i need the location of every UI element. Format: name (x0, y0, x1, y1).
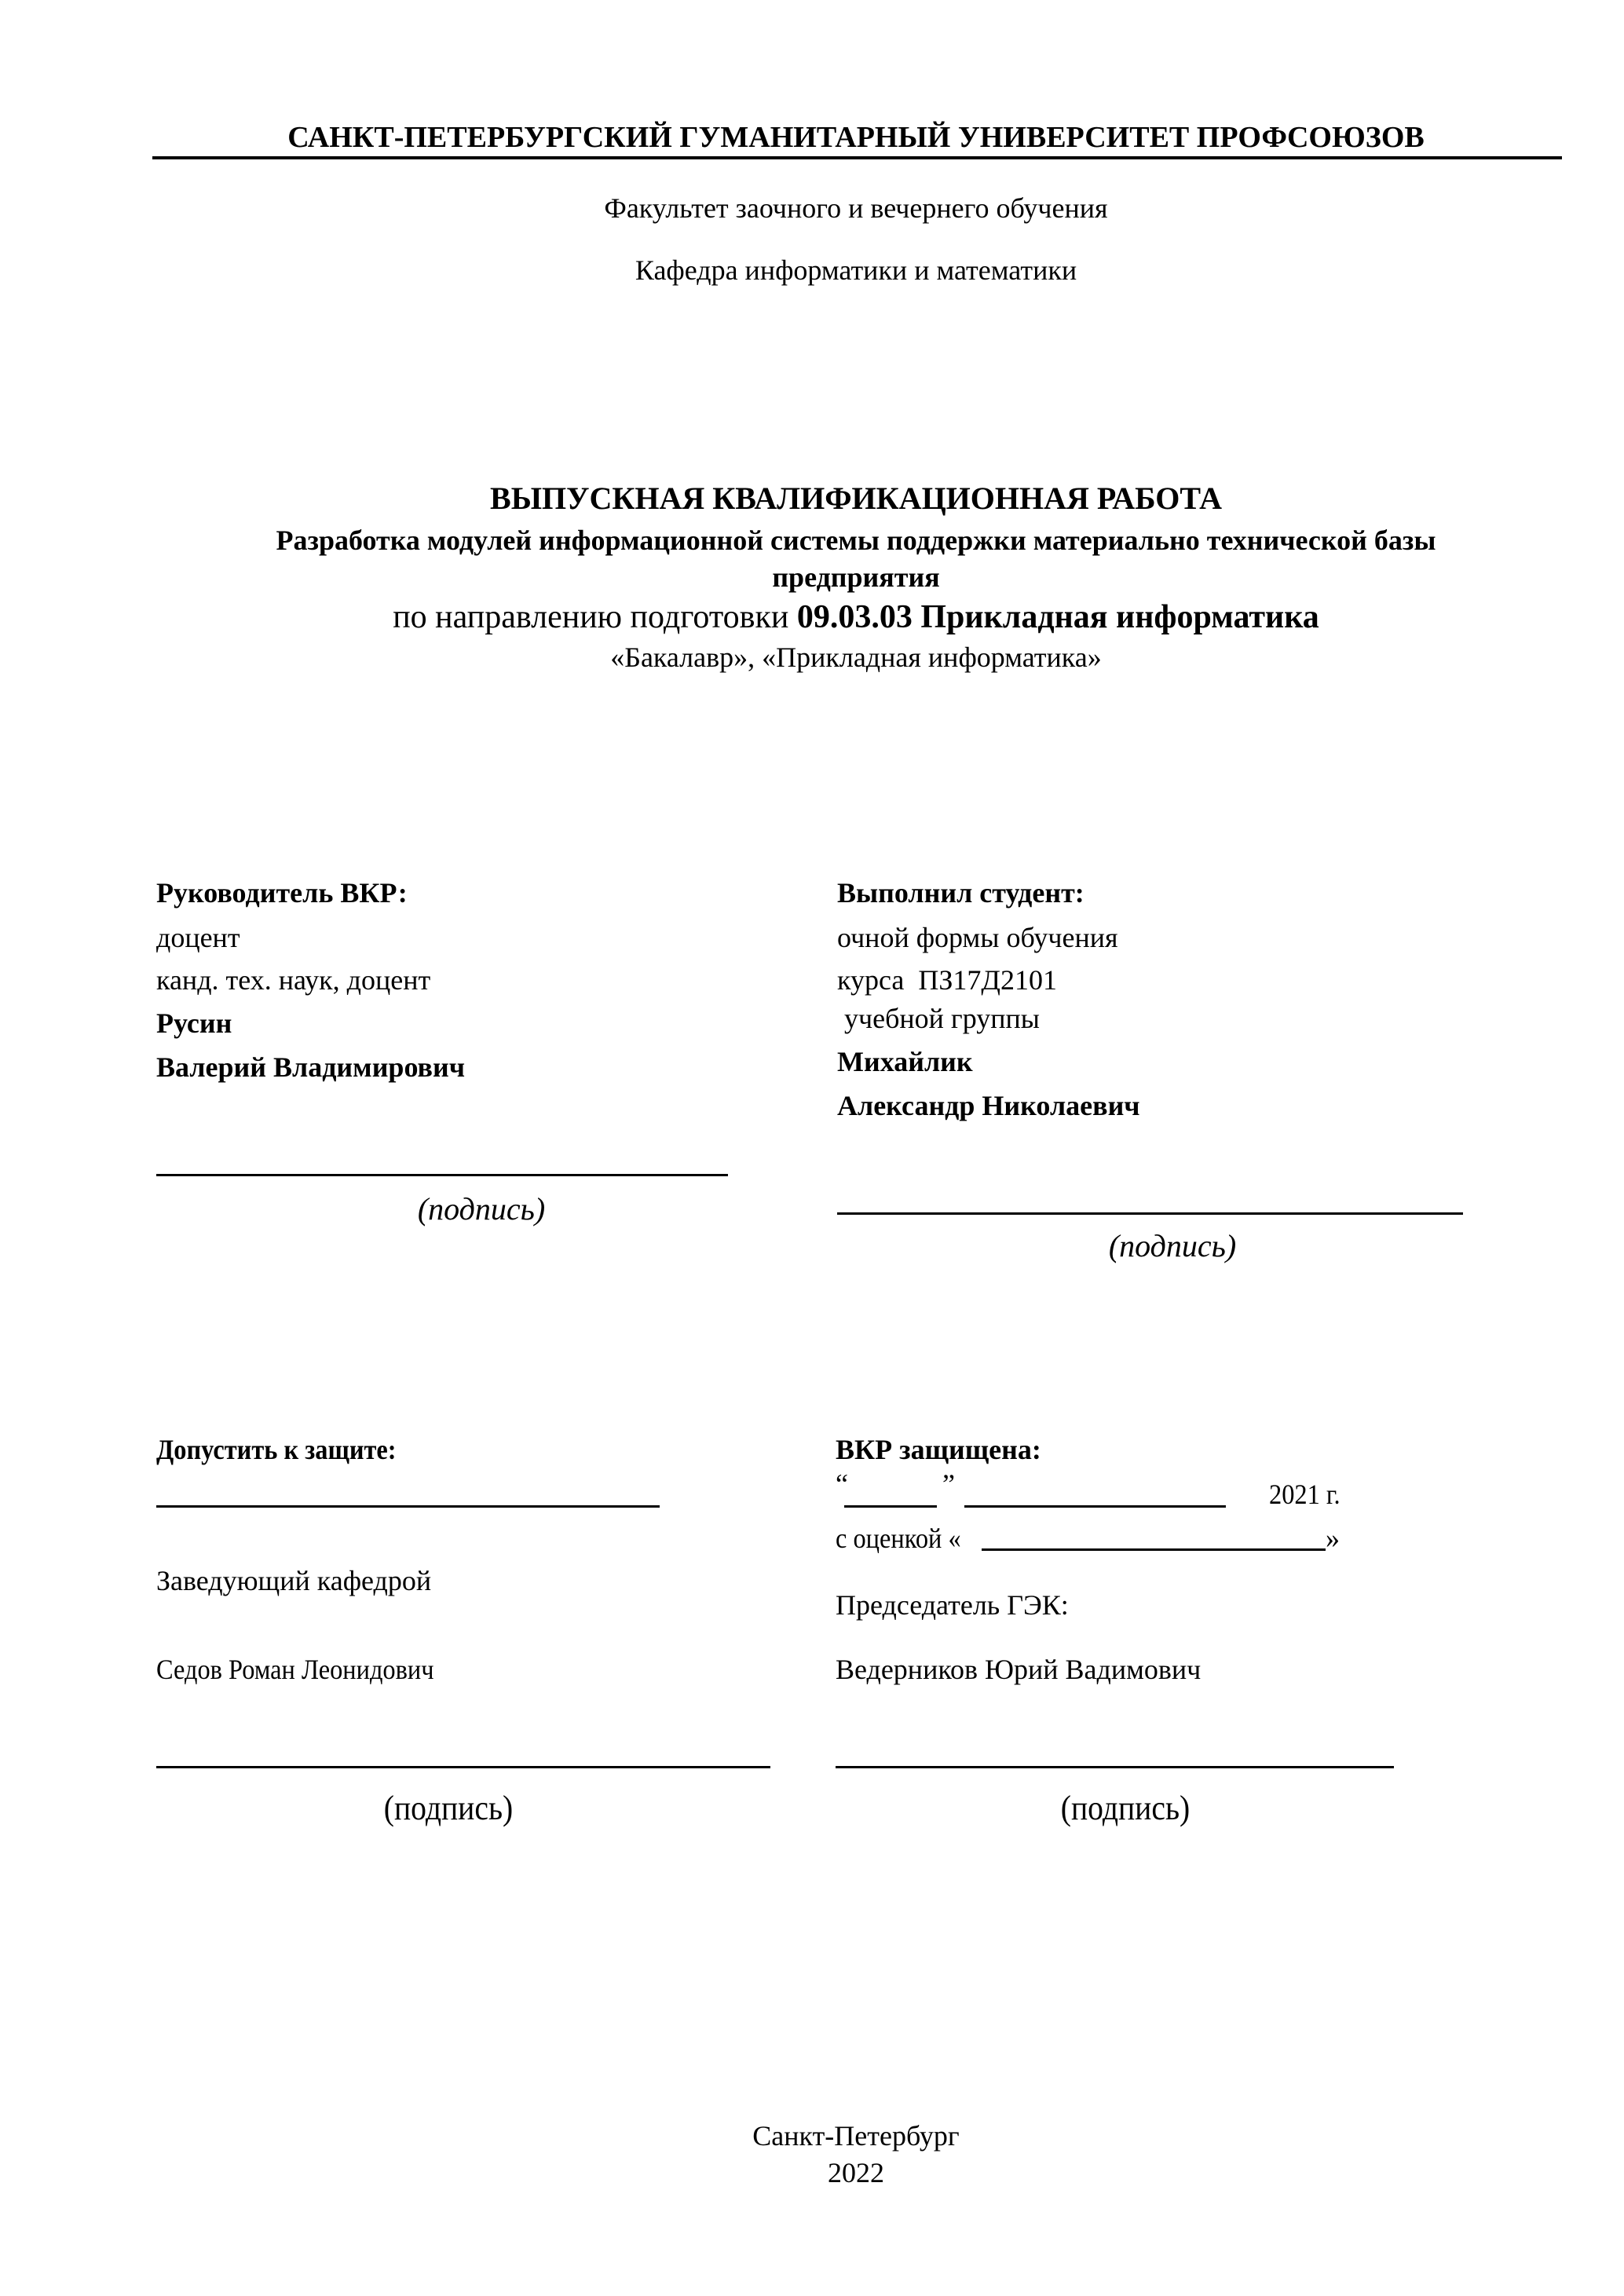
student-signature-caption: (подпись) (1108, 1228, 1237, 1263)
defense-day-line (844, 1505, 937, 1508)
header-rule (152, 156, 1562, 159)
defense-label: ВКР защищена: (836, 1434, 1041, 1465)
defense-signature-line (836, 1766, 1394, 1768)
work-type-title: ВЫПУСКНАЯ КВАЛИФИКАЦИОННАЯ РАБОТА (490, 481, 1222, 516)
university-name: САНКТ-ПЕТЕРБУРГСКИЙ ГУМАНИТАРНЫЙ УНИВЕРСИТЕТ ПРОФСОЮЗОВ (287, 121, 1425, 154)
admission-name: Седов Роман Леонидович (156, 1654, 434, 1685)
student-surname: Михайлик (837, 1046, 973, 1077)
supervisor-position: доцент (156, 922, 240, 953)
supervisor-signature-caption: (подпись) (417, 1191, 546, 1227)
student-course: курса ПЗ17Д2101 (837, 964, 1057, 996)
admission-role: Заведующий кафедрой (156, 1565, 432, 1596)
supervisor-signature-line (156, 1174, 728, 1176)
student-signature-line (837, 1212, 1463, 1215)
topic-line-2: предприятия (772, 561, 940, 593)
defense-signature-caption: (подпись) (1060, 1789, 1191, 1827)
admission-label: Допустить к защите: (156, 1434, 397, 1465)
student-group: учебной группы (837, 1003, 1040, 1034)
student-label: Выполнил студент: (837, 877, 1084, 909)
defense-grade-prefix: с оценкой « (836, 1523, 961, 1554)
defense-role: Председатель ГЭК: (836, 1589, 1069, 1621)
supervisor-surname: Русин (156, 1007, 232, 1039)
student-form: очной формы обучения (837, 922, 1118, 953)
defense-year: 2021 г. (1269, 1479, 1341, 1510)
admission-line (156, 1505, 660, 1508)
admission-signature-line (156, 1766, 770, 1768)
footer-city: Санкт-Петербург (752, 2120, 960, 2152)
defense-grade-line (982, 1548, 1326, 1551)
supervisor-name: Валерий Владимирович (156, 1051, 466, 1083)
defense-name: Ведерников Юрий Вадимович (836, 1654, 1202, 1685)
defense-date-open-quote: “ (836, 1468, 848, 1500)
direction-prefix: по направлению подготовки (393, 599, 797, 635)
faculty-name: Факультет заочного и вечернего обучения (604, 192, 1108, 224)
department-name: Кафедра информатики и математики (635, 254, 1077, 286)
defense-month-line (964, 1505, 1226, 1508)
student-name: Александр Николаевич (837, 1090, 1140, 1121)
supervisor-label: Руководитель ВКР: (156, 877, 408, 909)
direction-name: 09.03.03 Прикладная информатика (796, 599, 1319, 635)
admission-signature-caption: (подпись) (383, 1789, 514, 1827)
defense-date-close-quote: ” (942, 1468, 955, 1500)
supervisor-degree: канд. тех. наук, доцент (156, 964, 431, 996)
direction-line (0, 601, 1624, 634)
defense-grade-suffix: » (1326, 1523, 1340, 1554)
degree-line: «Бакалавр», «Прикладная информатика» (610, 642, 1102, 673)
topic-line-1: Разработка модулей информационной системы поддержки материально технической базы (276, 525, 1436, 556)
footer-year: 2022 (828, 2157, 884, 2188)
